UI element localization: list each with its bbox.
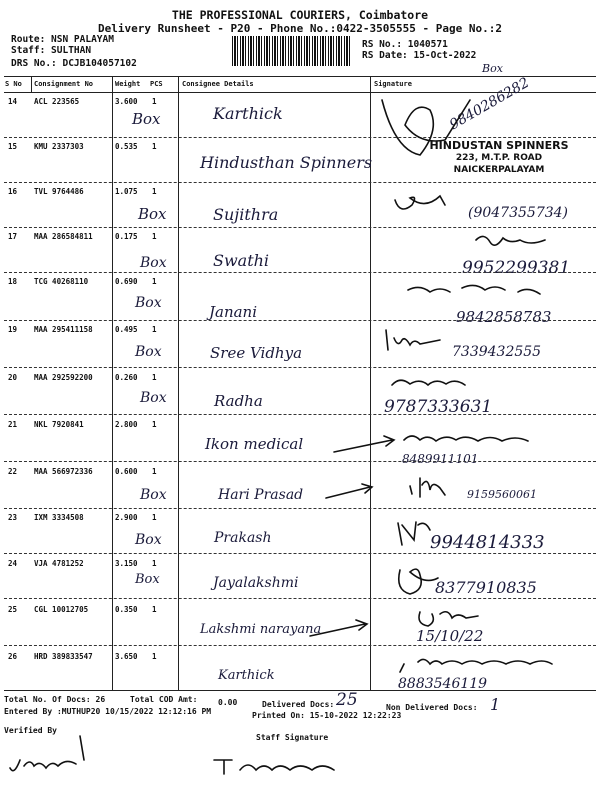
row-sno: 15 (8, 142, 18, 151)
row-pcs: 1 (152, 559, 157, 568)
col-header-sno: S No (5, 80, 22, 88)
row-box-note: Box (135, 295, 162, 311)
row-consignee: Ikon medical (205, 435, 304, 453)
row-consignment: MAA 292592200 (34, 373, 93, 382)
row-signature-phone: 9840286282 (446, 74, 533, 134)
company-title: THE PROFESSIONAL COURIERS, Coimbatore (171, 8, 429, 22)
row-box-note: Box (135, 344, 162, 360)
row-sno: 22 (8, 467, 18, 476)
row-weight: 0.350 (115, 605, 138, 614)
row-consignee: Karthick (218, 668, 275, 683)
row-sno: 25 (8, 605, 18, 614)
non-delivered-docs-count: 1 (490, 695, 501, 714)
row-pcs: 1 (152, 142, 157, 151)
row-consignee: Radha (214, 392, 263, 410)
row-signature-phone: 9159560061 (467, 488, 537, 501)
staff-signature-label: Staff Signature (256, 733, 329, 742)
route-label: Route: NSN PALAYAM (11, 34, 114, 45)
row-box-note: Box (132, 110, 161, 128)
row-sno: 21 (8, 420, 18, 429)
row-consignee: Prakash (214, 530, 272, 546)
row-weight: 2.900 (115, 513, 138, 522)
row-sno: 16 (8, 187, 18, 196)
row-pcs: 1 (152, 467, 157, 476)
row-consignee: Lakshmi narayana (200, 622, 322, 637)
total-cod-amount: 0.00 (218, 698, 238, 707)
row-pcs: 1 (152, 277, 157, 286)
row-pcs: 1 (152, 325, 157, 334)
printed-on: Printed On: 15-10-2022 12:22:23 (252, 711, 402, 720)
row-pcs: 1 (152, 652, 157, 661)
staff-label: Staff: SULTHAN (11, 45, 92, 56)
row-box-note: Box (135, 532, 162, 548)
row-sno: 24 (8, 559, 18, 568)
runsheet-subtitle: Delivery Runsheet - P20 - Phone No.:0422-3505555 - Page No.:2 (98, 22, 502, 35)
row-box-note: Box (140, 390, 167, 406)
total-cod-label: Total COD Amt: (130, 695, 198, 704)
row-sno: 18 (8, 277, 18, 286)
rs-number: RS No.: 1040571 (362, 39, 448, 50)
row-consignment: HRD 389833547 (34, 652, 93, 661)
row-weight: 0.600 (115, 467, 138, 476)
row-signature-phone: 9842858783 (456, 308, 552, 326)
row-consignment: ACL 223565 (34, 97, 80, 106)
row-pcs: 1 (152, 373, 157, 382)
row-consignee: Hari Prasad (218, 487, 304, 503)
col-header-consignment: Consignment No (34, 80, 94, 88)
row-pcs: 1 (152, 513, 157, 522)
row-signature-phone: 9787333631 (384, 397, 493, 417)
row-pcs: 1 (152, 420, 157, 429)
row-consignee: Karthick (213, 104, 283, 123)
total-docs: Total No. Of Docs: 26 (4, 695, 106, 704)
row-sno: 17 (8, 232, 18, 241)
company-stamp: HINDUSTAN SPINNERS 223, M.T.P. ROAD NAICKERPALAYAM (429, 139, 569, 175)
row-consignment: KMU 2337303 (34, 142, 84, 151)
row-weight: 0.495 (115, 325, 138, 334)
row-consignee: Sujithra (213, 205, 279, 224)
entered-by: Entered By :MUTHUP20 10/15/2022 12:12:16 PM (4, 707, 212, 716)
box-note: Box (482, 62, 503, 75)
col-header-signature: Signature (374, 80, 412, 88)
col-header-consignee: Consignee Details (182, 80, 254, 88)
row-pcs: 1 (152, 605, 157, 614)
row-weight: 3.650 (115, 652, 138, 661)
delivered-docs-label: Delivered Docs: (262, 700, 335, 709)
delivered-docs-count: 25 (336, 690, 358, 710)
row-consignment: IXM 3334508 (34, 513, 84, 522)
verified-by-label: Verified By (4, 726, 57, 735)
row-signature-phone: (9047355734) (468, 205, 568, 221)
row-consignment: MAA 295411158 (34, 325, 93, 334)
row-weight: 3.150 (115, 559, 138, 568)
row-consignee: Hindusthan Spinners (200, 153, 373, 172)
row-sno: 19 (8, 325, 18, 334)
row-weight: 2.800 (115, 420, 138, 429)
row-weight: 0.260 (115, 373, 138, 382)
row-consignee: Sree Vidhya (210, 344, 303, 362)
row-sno: 26 (8, 652, 18, 661)
row-signature-phone: 8377910835 (435, 578, 537, 597)
row-box-note: Box (138, 205, 167, 223)
row-box-note: Box (135, 572, 160, 587)
row-consignment: MAA 286584811 (34, 232, 93, 241)
row-pcs: 1 (152, 97, 157, 106)
row-sno: 23 (8, 513, 18, 522)
non-delivered-docs-label: Non Delivered Docs: (386, 703, 478, 712)
row-weight: 0.535 (115, 142, 138, 151)
row-consignment: CGL 10012705 (34, 605, 89, 614)
row-consignment: MAA 566972336 (34, 467, 93, 476)
row-signature-phone: 8883546119 (398, 676, 488, 692)
row-signature-phone: 8489911101 (402, 452, 479, 466)
drs-number: DRS No.: DCJB104057102 (11, 58, 137, 69)
col-header-weight: Weight (115, 80, 141, 88)
row-sno: 14 (8, 97, 18, 106)
rs-date: RS Date: 15-Oct-2022 (362, 50, 477, 61)
col-header-pcs: PCS (150, 80, 163, 88)
row-box-note: Box (140, 487, 167, 503)
row-consignee: Swathi (213, 251, 270, 270)
row-weight: 0.690 (115, 277, 138, 286)
row-weight: 0.175 (115, 232, 138, 241)
row-weight: 3.600 (115, 97, 138, 106)
row-signature-phone: 7339432555 (452, 344, 542, 360)
row-signature-phone: 9944814333 (430, 532, 545, 553)
row-consignment: TCG 40268110 (34, 277, 89, 286)
row-weight: 1.075 (115, 187, 138, 196)
row-pcs: 1 (152, 187, 157, 196)
row-signature-date: 15/10/22 (416, 627, 484, 645)
row-sno: 20 (8, 373, 18, 382)
row-consignee: Janani (209, 303, 258, 321)
row-consignment: NKL 7920841 (34, 420, 84, 429)
row-signature-phone: 9952299381 (462, 258, 571, 278)
row-pcs: 1 (152, 232, 157, 241)
row-consignment: TVL 9764486 (34, 187, 84, 196)
row-consignee: Jayalakshmi (213, 575, 299, 591)
row-box-note: Box (140, 255, 167, 271)
row-consignment: VJA 4781252 (34, 559, 84, 568)
